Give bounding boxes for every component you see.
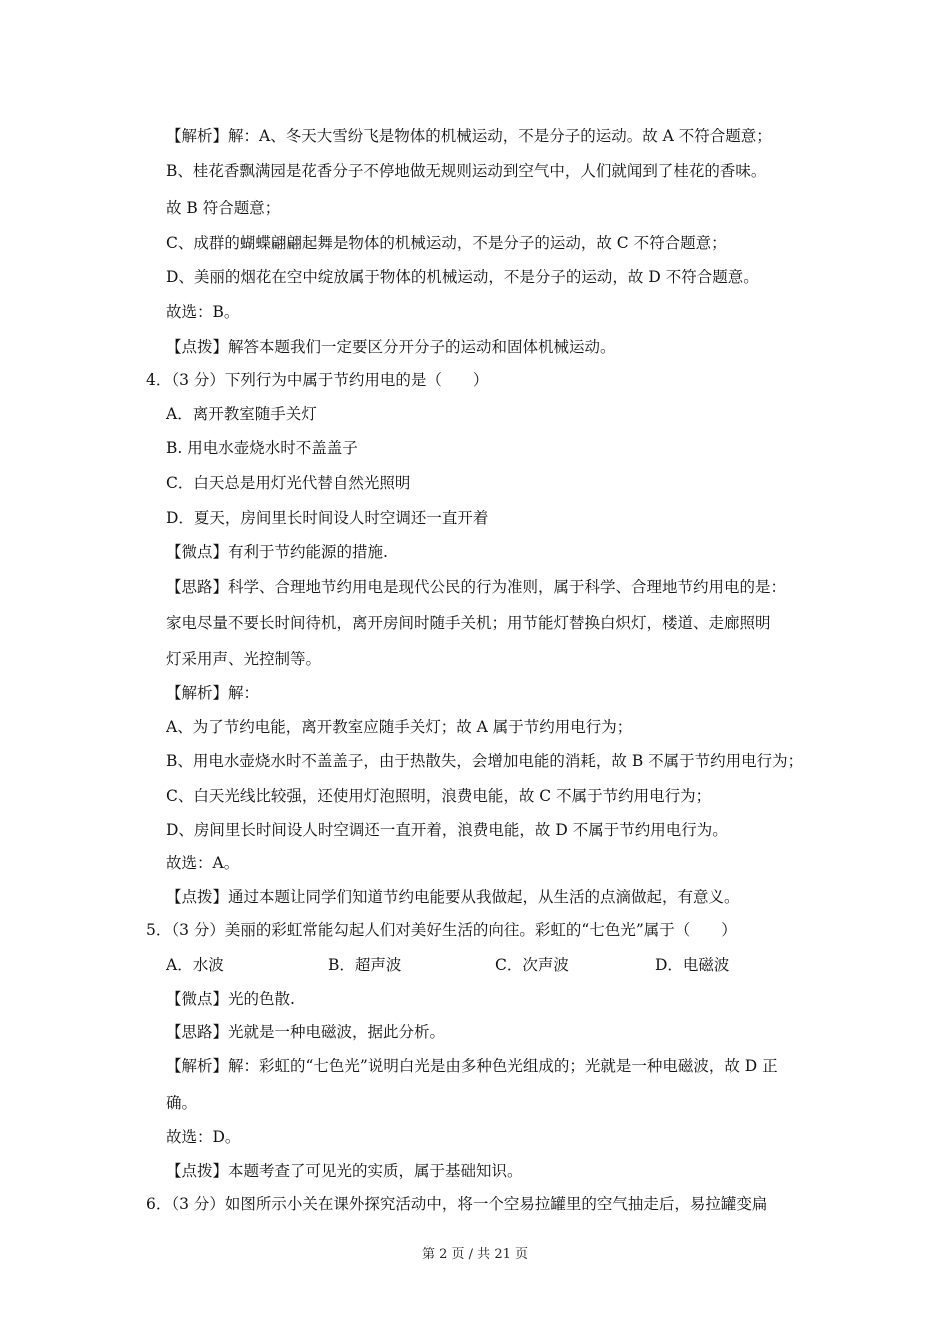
q5-option-c: C．次声波 bbox=[495, 956, 569, 974]
q5-option-b: B．超声波 bbox=[328, 956, 402, 974]
q5-idea: 【思路】光就是一种电磁波，据此分析。 bbox=[166, 1023, 446, 1041]
q4-analysis-d: D、房间里长时间设人时空调还一直开着，浪费电能，故 D 不属于节约用电行为。 bbox=[166, 821, 728, 839]
q4-micro: 【微点】有利于节约能源的措施. bbox=[166, 543, 388, 561]
q4-stem: 4．（3 分）下列行为中属于节约用电的是（ ） bbox=[146, 371, 489, 389]
page-number: 第 2 页 / 共 21 页 bbox=[422, 1247, 528, 1262]
q3-analysis-d: D、美丽的烟花在空中绽放属于物体的机械运动，不是分子的运动，故 D 不符合题意。 bbox=[166, 268, 759, 286]
q4-idea-line3: 灯采用声、光控制等。 bbox=[166, 650, 322, 668]
q4-analysis-a: A、为了节约电能，离开教室应随手关灯；故 A 属于节约用电行为； bbox=[166, 718, 633, 736]
q5-option-a: A．水波 bbox=[166, 956, 224, 974]
q4-analysis-b: B、用电水壶烧水时不盖盖子，由于热散失，会增加电能的消耗，故 B 不属于节约用电行为； bbox=[166, 752, 804, 770]
q4-option-c: C．白天总是用灯光代替自然光照明 bbox=[166, 474, 411, 492]
q4-option-a: A．离开教室随手关灯 bbox=[166, 405, 317, 423]
q5-tip: 【点拨】本题考查了可见光的实质，属于基础知识。 bbox=[166, 1162, 523, 1180]
q5-analysis-line2: 确。 bbox=[166, 1094, 198, 1112]
q5-analysis-line1: 【解析】解：彩虹的“七色光”说明白光是由多种色光组成的；光就是一种电磁波，故 D 正 bbox=[166, 1057, 778, 1075]
q4-option-b: B. 用电水壶烧水时不盖盖子 bbox=[166, 439, 358, 457]
q3-analysis-b-line1: B、桂花香飘满园是花香分子不停地做无规则运动到空气中，人们就闻到了桂花的香味。 bbox=[166, 162, 767, 180]
q4-option-d: D．夏天，房间里长时间设人时空调还一直开着 bbox=[166, 509, 489, 527]
q5-micro: 【微点】光的色散. bbox=[166, 990, 295, 1008]
q4-answer: 故选：A。 bbox=[166, 854, 240, 872]
q3-analysis-b-line2: 故 B 符合题意； bbox=[166, 199, 281, 217]
q3-tip: 【点拨】解答本题我们一定要区分开分子的运动和固体机械运动。 bbox=[166, 338, 616, 356]
q5-answer: 故选：D。 bbox=[166, 1128, 241, 1146]
page-footer bbox=[0, 1246, 950, 1264]
q5-stem: 5．（3 分）美丽的彩虹常能勾起人们对美好生活的向往。彩虹的“七色光”属于（ ） bbox=[146, 921, 737, 939]
q4-analysis-head: 【解析】解： bbox=[166, 684, 260, 702]
q5-option-d: D．电磁波 bbox=[655, 956, 730, 974]
q4-tip: 【点拨】通过本题让同学们知道节约电能要从我做起，从生活的点滴做起，有意义。 bbox=[166, 888, 740, 906]
q4-idea-line2: 家电尽量不要长时间待机，离开房间时随手关机；用节能灯替换白炽灯，楼道、走廊照明 bbox=[166, 614, 771, 632]
q4-analysis-c: C、白天光线比较强，还使用灯泡照明，浪费电能，故 C 不属于节约用电行为； bbox=[166, 787, 712, 805]
q3-analysis-c: C、成群的蝴蝶翩翩起舞是物体的机械运动，不是分子的运动，故 C 不符合题意； bbox=[166, 234, 727, 252]
q4-idea-line1: 【思路】科学、合理地节约用电是现代公民的行为准则，属于科学、合理地节约用电的是： bbox=[166, 578, 787, 596]
q3-answer: 故选：B。 bbox=[166, 303, 240, 321]
q3-analysis-a: 【解析】解：A、冬天大雪纷飞是物体的机械运动，不是分子的运动。故 A 不符合题意； bbox=[166, 127, 772, 145]
q6-stem: 6．（3 分）如图所示小关在课外探究活动中，将一个空易拉罐里的空气抽走后，易拉罐变扁 bbox=[146, 1195, 768, 1213]
